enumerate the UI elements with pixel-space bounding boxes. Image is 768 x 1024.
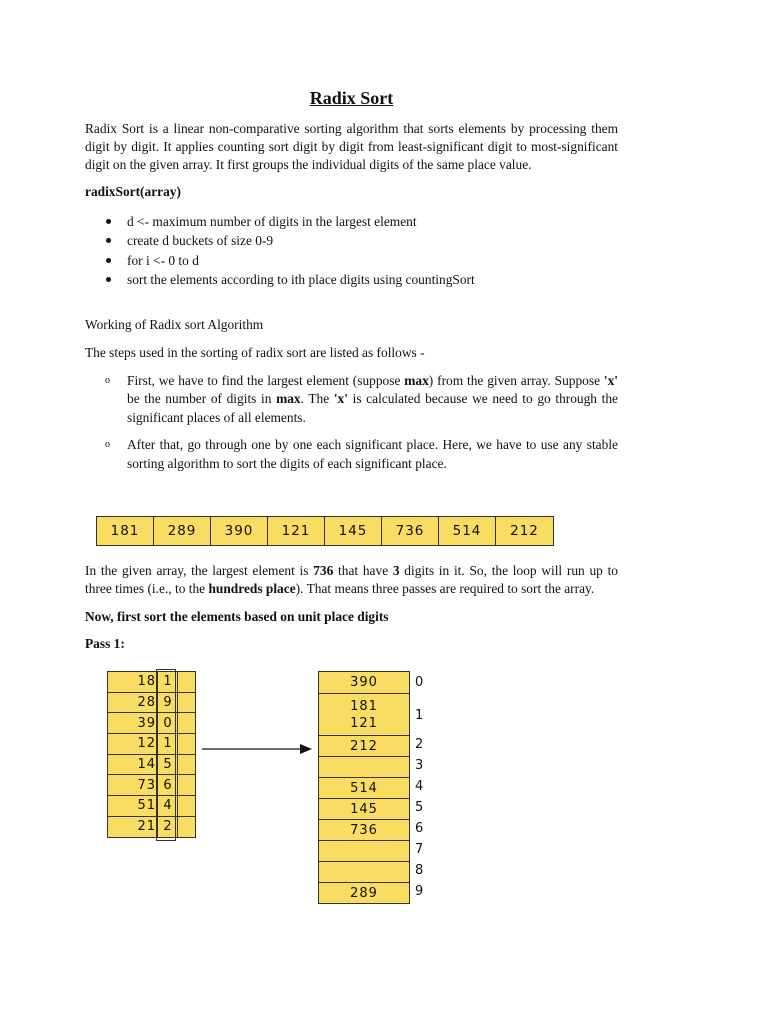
working-heading: Working of Radix sort Algorithm xyxy=(85,317,264,332)
row-padding xyxy=(178,713,195,733)
input-array xyxy=(96,516,554,546)
bucket-label: 4 xyxy=(415,779,424,794)
arrow-right-icon xyxy=(202,741,314,757)
steps-intro: The steps used in the sorting of radix sort are listed as follows - xyxy=(85,345,425,360)
pass1-input-table xyxy=(107,671,196,838)
bucket-label: 3 xyxy=(415,758,424,773)
array-explanation: In the given array, the largest element is 736 that have 3 digits in it. So, the loop will run up to three times (i.e., to the hundreds place). That means three passes are required to sort the array. xyxy=(85,563,618,596)
unit-digit: 1 xyxy=(158,734,178,754)
pass1-input-row xyxy=(108,693,195,714)
bucket-row xyxy=(319,841,409,862)
pass-heading: Now, first sort the elements based on unit place digits xyxy=(85,609,389,624)
pseudocode-item: create d buckets of size 0-9 xyxy=(85,231,618,250)
bucket-row xyxy=(319,757,409,778)
number-prefix: 51 xyxy=(108,796,158,816)
pass1-input-row xyxy=(108,734,195,755)
bucket-label: 7 xyxy=(415,842,424,857)
row-padding xyxy=(178,693,195,713)
unit-digit: 2 xyxy=(158,817,178,837)
array-cell: 212 xyxy=(496,517,553,545)
bucket-row xyxy=(319,672,409,694)
unit-digit: 1 xyxy=(158,672,178,692)
bucket-label: 1 xyxy=(415,708,424,723)
number-prefix: 28 xyxy=(108,693,158,713)
bucket-value: 289 xyxy=(350,885,378,901)
array-cell: 390 xyxy=(211,517,268,545)
row-padding xyxy=(178,775,195,795)
unit-digit: 6 xyxy=(158,775,178,795)
number-prefix: 12 xyxy=(108,734,158,754)
algorithm-title: radixSort(array) xyxy=(85,184,181,199)
pass-label: Pass 1: xyxy=(85,636,125,651)
pseudocode-item: d <- maximum number of digits in the largest element xyxy=(85,212,618,231)
bucket-label: 8 xyxy=(415,863,424,878)
bucket-value: 212 xyxy=(350,738,378,754)
array-cell: 181 xyxy=(97,517,154,545)
page-title: Radix Sort xyxy=(309,88,394,108)
bucket-label: 2 xyxy=(415,737,424,752)
bucket-row xyxy=(319,883,409,904)
bucket-label: 6 xyxy=(415,821,424,836)
row-padding xyxy=(178,755,195,775)
pseudocode-list xyxy=(85,212,618,289)
number-prefix: 18 xyxy=(108,672,158,692)
bucket-value: 121 xyxy=(350,715,378,731)
step-item-1: o First, we have to find the largest element (suppose max) from the given array. Suppose 'x' be the number of digits in max. The 'x' is calculated because we need to go through the significant places of all elements. xyxy=(85,372,618,427)
array-cell: 145 xyxy=(325,517,382,545)
bucket-row xyxy=(319,778,409,799)
number-prefix: 14 xyxy=(108,755,158,775)
bucket-value: 181 xyxy=(350,698,378,714)
bucket-label: 9 xyxy=(415,884,424,899)
unit-digit: 4 xyxy=(158,796,178,816)
pseudocode-item: for i <- 0 to d xyxy=(85,251,618,270)
number-prefix: 21 xyxy=(108,817,158,837)
bucket-value: 736 xyxy=(350,822,378,838)
bucket-row xyxy=(319,820,409,841)
pass1-input-row xyxy=(108,713,195,734)
array-cell: 121 xyxy=(268,517,325,545)
bucket-row xyxy=(319,799,409,820)
row-padding xyxy=(178,672,195,692)
step-item-2: o After that, go through one by one each significant place. Here, we have to use any stable sorting algorithm to sort the digits of each significant place. xyxy=(85,436,618,473)
pseudocode-item: sort the elements according to ith place digits using countingSort xyxy=(85,270,618,289)
array-cell: 736 xyxy=(382,517,439,545)
row-padding xyxy=(178,817,195,837)
unit-digit: 5 xyxy=(158,755,178,775)
bucket-value: 514 xyxy=(350,780,378,796)
number-prefix: 73 xyxy=(108,775,158,795)
row-padding xyxy=(178,734,195,754)
bucket-label: 5 xyxy=(415,800,424,815)
bucket-row xyxy=(319,736,409,757)
pass1-bucket-table xyxy=(318,671,410,904)
pass1-input-row xyxy=(108,755,195,776)
bucket-row xyxy=(319,862,409,883)
steps-list xyxy=(85,372,618,482)
bucket-label: 0 xyxy=(415,675,424,690)
pass1-input-row xyxy=(108,817,195,838)
pass1-input-row xyxy=(108,796,195,817)
row-padding xyxy=(178,796,195,816)
array-cell: 514 xyxy=(439,517,496,545)
pass1-input-row xyxy=(108,672,195,693)
bucket-row xyxy=(319,694,409,736)
unit-digit-highlight xyxy=(156,669,176,841)
unit-digit: 9 xyxy=(158,693,178,713)
intro-paragraph: Radix Sort is a linear non-comparative sorting algorithm that sorts elements by processing them digit by digit. It applies counting sort digit by digit from least-significant digit to most-significant digit on the given array. It first groups the individual digits of the same place value. xyxy=(85,121,618,172)
bucket-value: 390 xyxy=(350,675,378,690)
array-cell: 289 xyxy=(154,517,211,545)
bucket-value: 145 xyxy=(350,801,378,817)
pass1-input-row xyxy=(108,775,195,796)
number-prefix: 39 xyxy=(108,713,158,733)
unit-digit: 0 xyxy=(158,713,178,733)
